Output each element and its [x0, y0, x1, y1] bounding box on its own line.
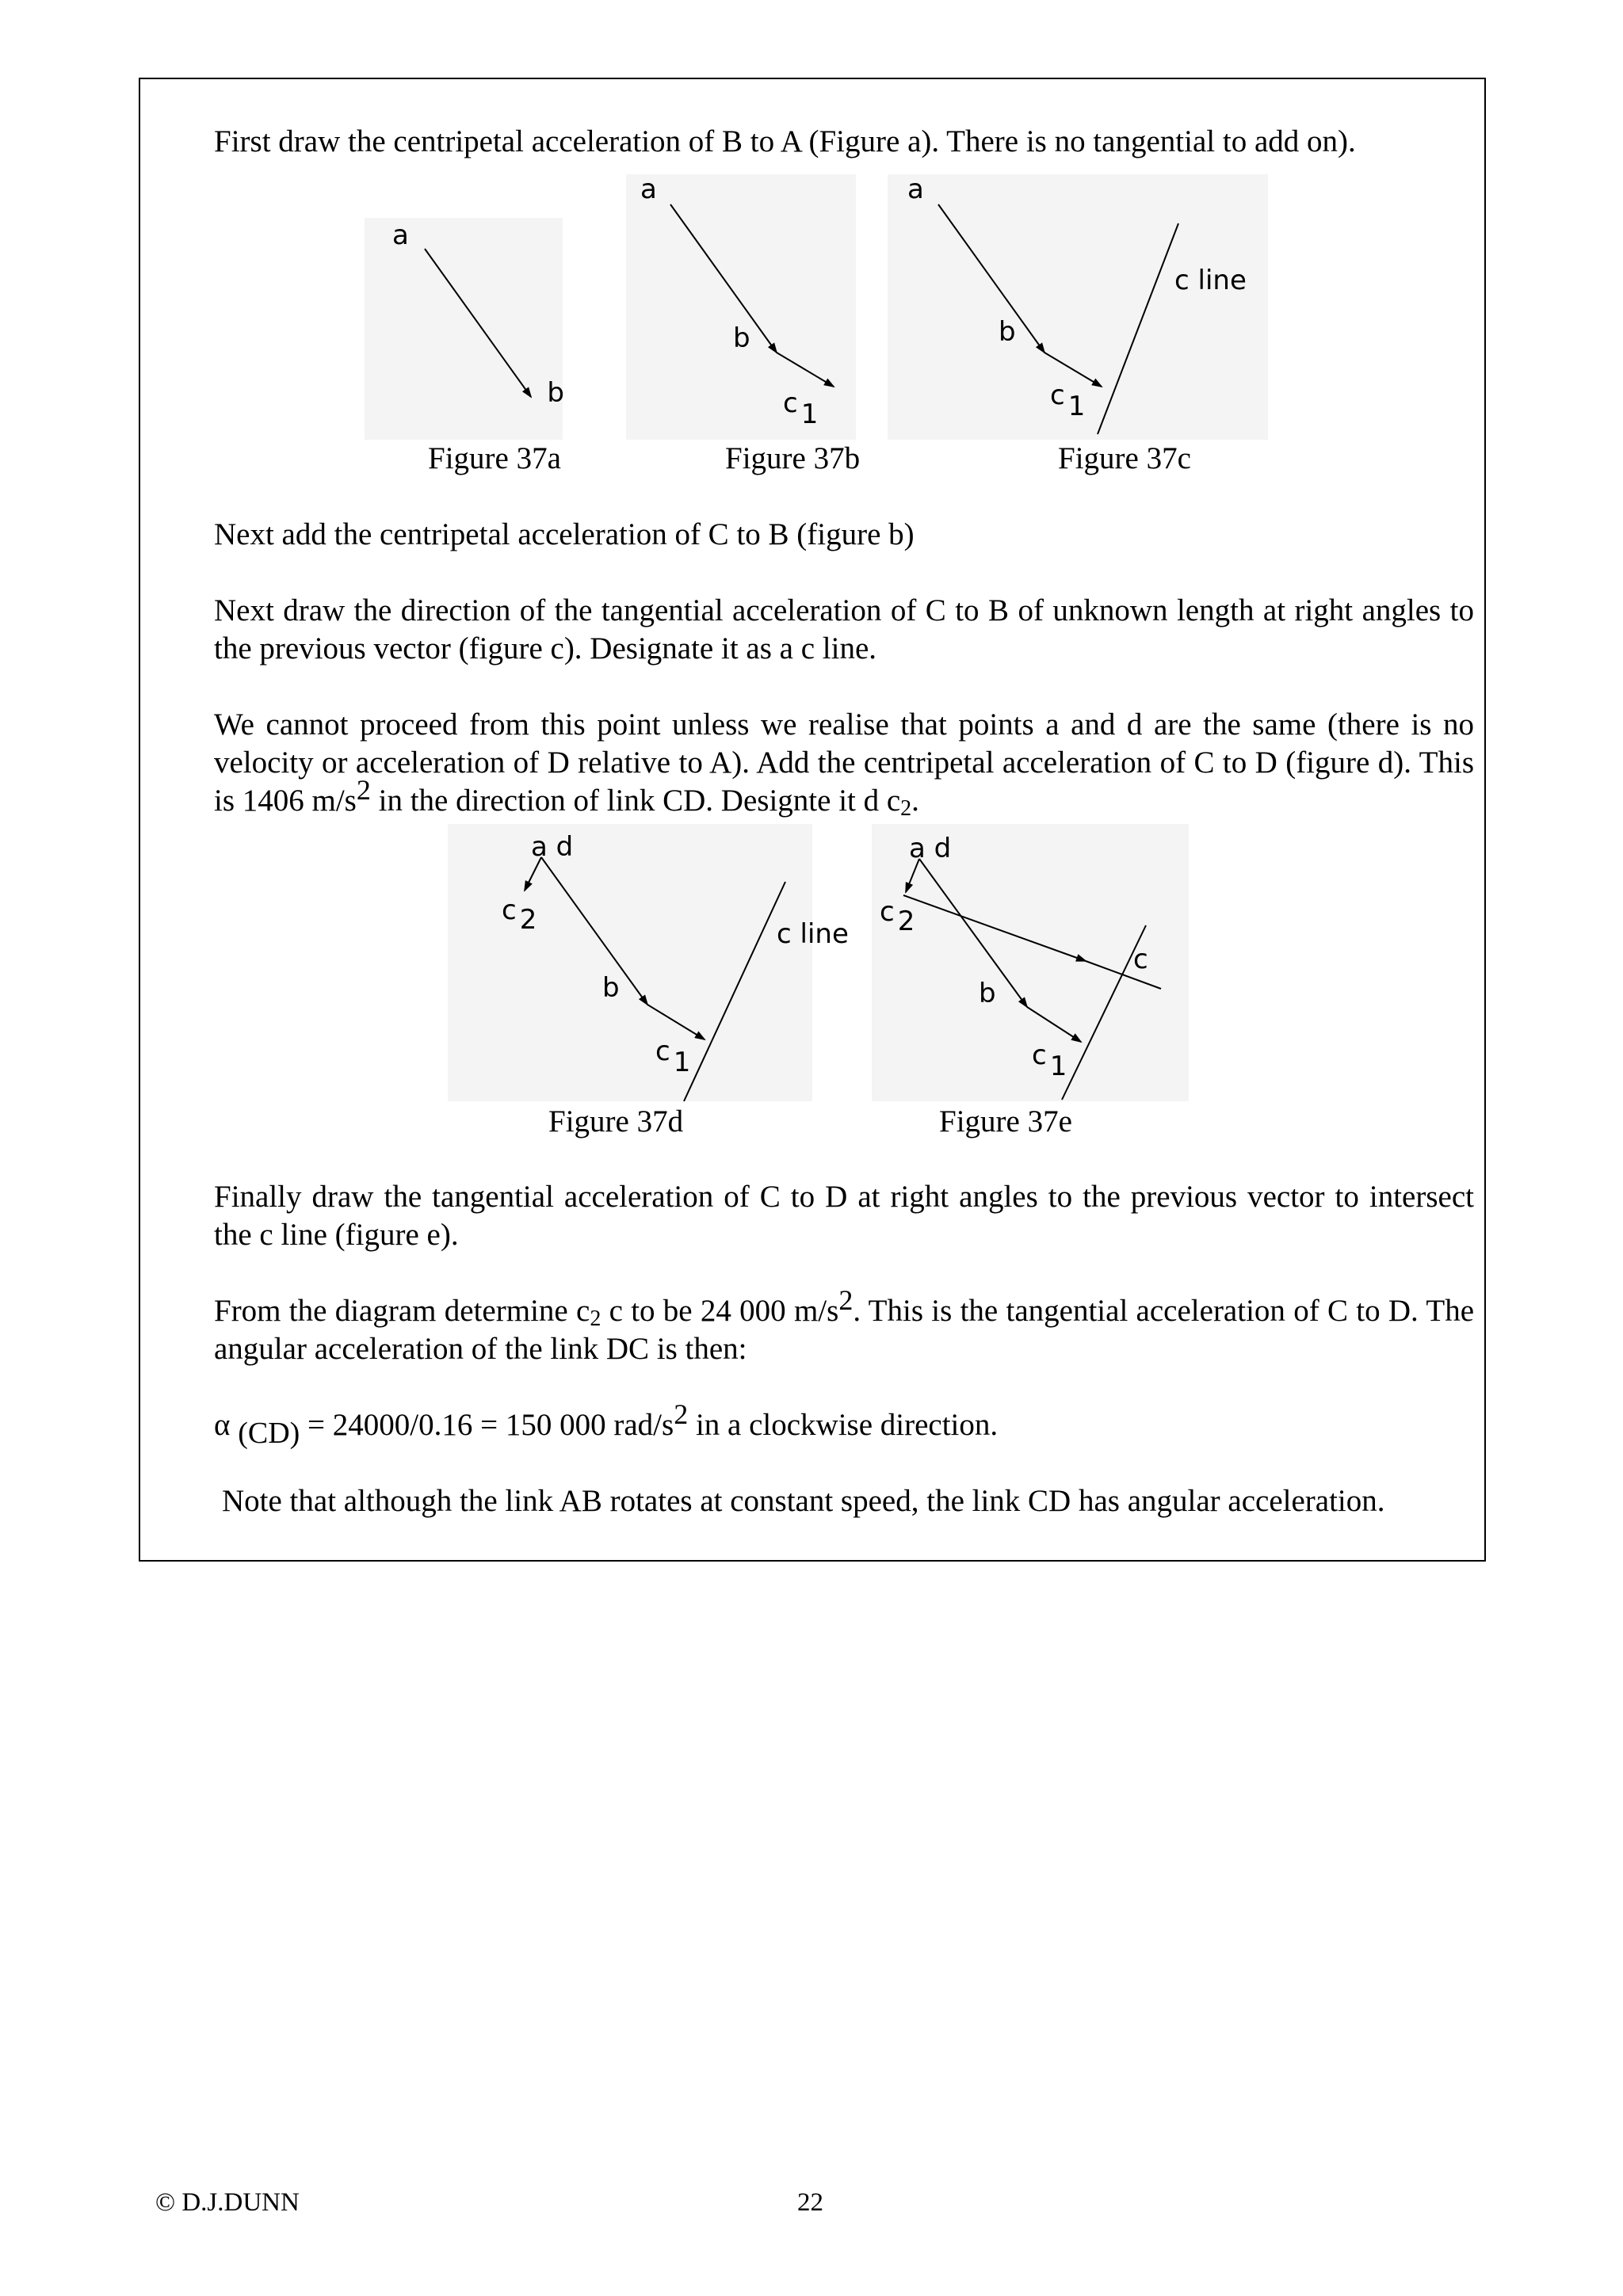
paragraph-tangential-cb: Next draw the direction of the tangential acceleration of C to B of unknown length at right angles to the previous vector (figure c). Designate it as a c line.: [214, 593, 1474, 666]
paragraph-centripetal-cb: Next add the centripetal acceleration of C to B (figure b): [214, 517, 915, 551]
fig37b-label-b: b: [733, 322, 750, 354]
paragraph-points-ad: We cannot proceed from this point unless we realise that points a and d are the same (there is no velocity or acceleration of D relative to A). Add the centripetal acceleration of C to D (figure d). This is 1406 $m/s^2$ in the direction of link CD. Designte it d $c_2$.: [214, 707, 1474, 821]
caption-figure-37c: Figure 37c: [1058, 441, 1191, 475]
paragraph-determine-c2c: From the diagram determine $c_2$ c to be 24 000 $m/s^2$. This is the tangential acceleration of C to D. The angular acceleration of the link DC is then:: [214, 1284, 1475, 1366]
footer-copyright: © D.J.DUNN: [155, 2188, 300, 2217]
figure-37b-diagram: [626, 174, 856, 440]
paragraph-tangential-cd: Finally draw the tangential acceleration of C to D at right angles to the previous vector to intersect the c line (figure e).: [214, 1180, 1474, 1252]
fig37b-label-c1: c 1: [783, 387, 819, 430]
paragraph-note: Note that although the link AB rotates at constant speed, the link CD has angular acceleration.: [222, 1484, 1385, 1518]
caption-figure-37e: Figure 37e: [939, 1104, 1072, 1138]
caption-figure-37d: Figure 37d: [548, 1104, 684, 1138]
caption-figure-37b: Figure 37b: [725, 441, 861, 475]
fig37b-label-a: a: [640, 174, 657, 205]
equation-angular-acceleration: α (CD) = 24000/0.16 = 150 000 rad/$s^2$ in a clockwise direction.: [214, 1398, 999, 1450]
fig37e-label-c1: c 1: [1032, 1039, 1067, 1082]
fig37c-label-a: a: [907, 174, 924, 205]
fig37e-label-ad: a d: [909, 833, 952, 864]
figure-37d-diagram: [448, 824, 849, 1101]
fig37c-label-cline: c line: [1174, 265, 1247, 296]
fig37e-label-c: c: [1133, 944, 1148, 975]
fig37e-label-c2: c 2: [880, 896, 915, 937]
fig37d-label-b: b: [602, 972, 620, 1004]
fig37c-label-c1: c 1: [1050, 379, 1086, 422]
fig37a-label-a: a: [392, 219, 409, 251]
figure-37e-diagram: [872, 824, 1189, 1101]
footer-page-number: 22: [797, 2188, 823, 2217]
fig37d-label-cline: c line: [777, 918, 849, 950]
fig37d-label-c2: c 2: [502, 894, 537, 936]
fig37d-label-ad: a d: [531, 831, 574, 863]
fig37c-label-b: b: [999, 316, 1016, 348]
paragraph-intro: First draw the centripetal acceleration of B to A (Figure a). There is no tangential to add on).: [214, 124, 1356, 158]
figure-37c-diagram: [888, 174, 1268, 440]
fig37a-label-b: b: [547, 377, 564, 409]
fig37e-label-b: b: [979, 978, 996, 1009]
figure-37a-diagram: [365, 218, 563, 440]
caption-figure-37a: Figure 37a: [428, 441, 561, 475]
fig37d-label-c1: c 1: [655, 1035, 691, 1078]
